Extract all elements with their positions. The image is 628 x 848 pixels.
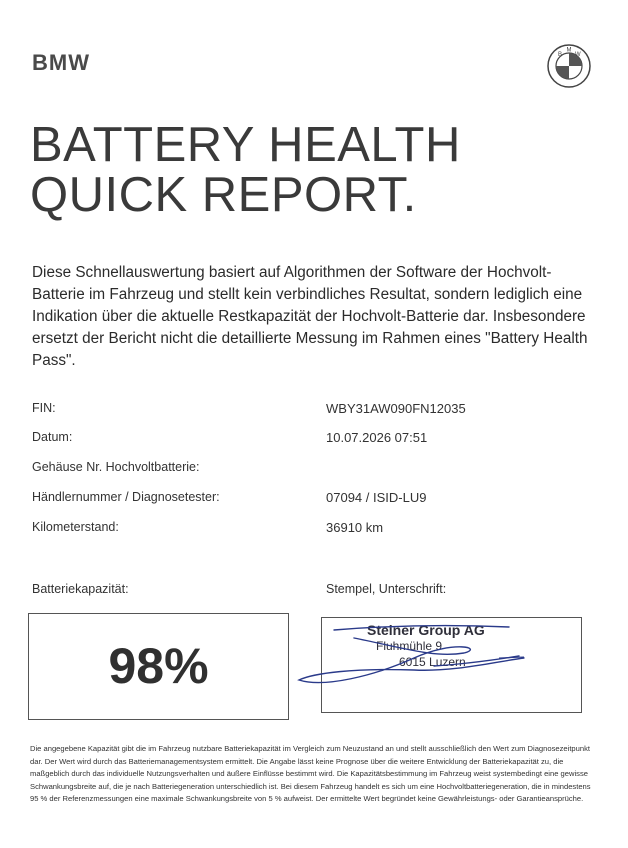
dealer-number-label: Händlernummer / Diagnosetester: xyxy=(32,490,220,504)
capacity-label: Batteriekapazität: xyxy=(32,582,129,596)
bmw-roundel-icon xyxy=(547,44,591,88)
fin-label: FIN: xyxy=(32,401,56,415)
capacity-box xyxy=(28,613,289,720)
brand-wordmark: BMW xyxy=(32,50,90,75)
stamp-street: Fluhmühle 9 xyxy=(376,639,443,653)
fin-value: WBY31AW090FN12035 xyxy=(326,401,466,416)
mileage-label: Kilometerstand: xyxy=(32,520,119,534)
stamp-label: Stempel, Unterschrift: xyxy=(326,582,447,596)
intro-paragraph: Diese Schnellauswertung basiert auf Algorithmen der Software der Hochvolt-Batterie im Fahrzeug und stellt kein verbindliches Resultat, sondern lediglich eine Indikation über die aktuelle Restkapazität der Hochvolt-Batterie dar. Insbesondere ersetzt der Bericht nicht die detaillierte Messung im Rahmen eines "Battery Health Pass". xyxy=(32,264,588,369)
stamp-city: 6015 Luzern xyxy=(399,655,466,669)
report-title-line-2: QUICK REPORT. xyxy=(30,168,417,222)
date-label: Datum: xyxy=(32,430,73,444)
battery-housing-label: Gehäuse Nr. Hochvoltbatterie: xyxy=(32,460,200,474)
handwritten-signature xyxy=(294,618,583,712)
stamp-signature-box xyxy=(321,617,582,713)
dealer-number-value: 07094 / ISID-LU9 xyxy=(326,490,427,505)
stamp-company: Steiner Group AG xyxy=(367,622,485,638)
footnote-disclaimer: Die angegebene Kapazität gibt die im Fahrzeug nutzbare Batteriekapazität im Vergleich zum Neuzustand an und stellt ausschließlich den Wert zum Diagnosezeitpunkt dar. Der Wert wird durch das Batteriemanagementsystem ermittelt. Die Angabe lässt keine Prognose über die weitere Entwicklung der Batteriekapazität zu, die maßgeblich durch das individuelle Nutzungsverhalten und äußere Einflüsse bestimmt wird. Die Kapazitätsbestimmung im Fahrzeug weist systembedingt eine gewisse Schwankungsbreite auf, die je nach Batteriegeneration unterschiedlich ist. Bei diesem Fahrzeug handelt es sich um eine Hochvoltbatteriegeneration, die in mindestens 95 % der Referenzmessungen eine maximale Schwankungsbreite von 5 % aufweist. Der ermittelte Wert begründet keine Gewährleistungs- oder Garantieansprüche. xyxy=(30,744,591,803)
logo-letter-m: M xyxy=(566,47,572,54)
logo-letter-b: B xyxy=(558,52,563,58)
report-title-line-1: BATTERY HEALTH xyxy=(30,118,461,172)
mileage-value: 36910 km xyxy=(326,520,384,535)
date-value: 10.07.2026 07:51 xyxy=(326,430,428,445)
logo-letter-w: W xyxy=(575,52,581,58)
capacity-value: 98% xyxy=(108,638,209,694)
report-title xyxy=(30,120,461,220)
